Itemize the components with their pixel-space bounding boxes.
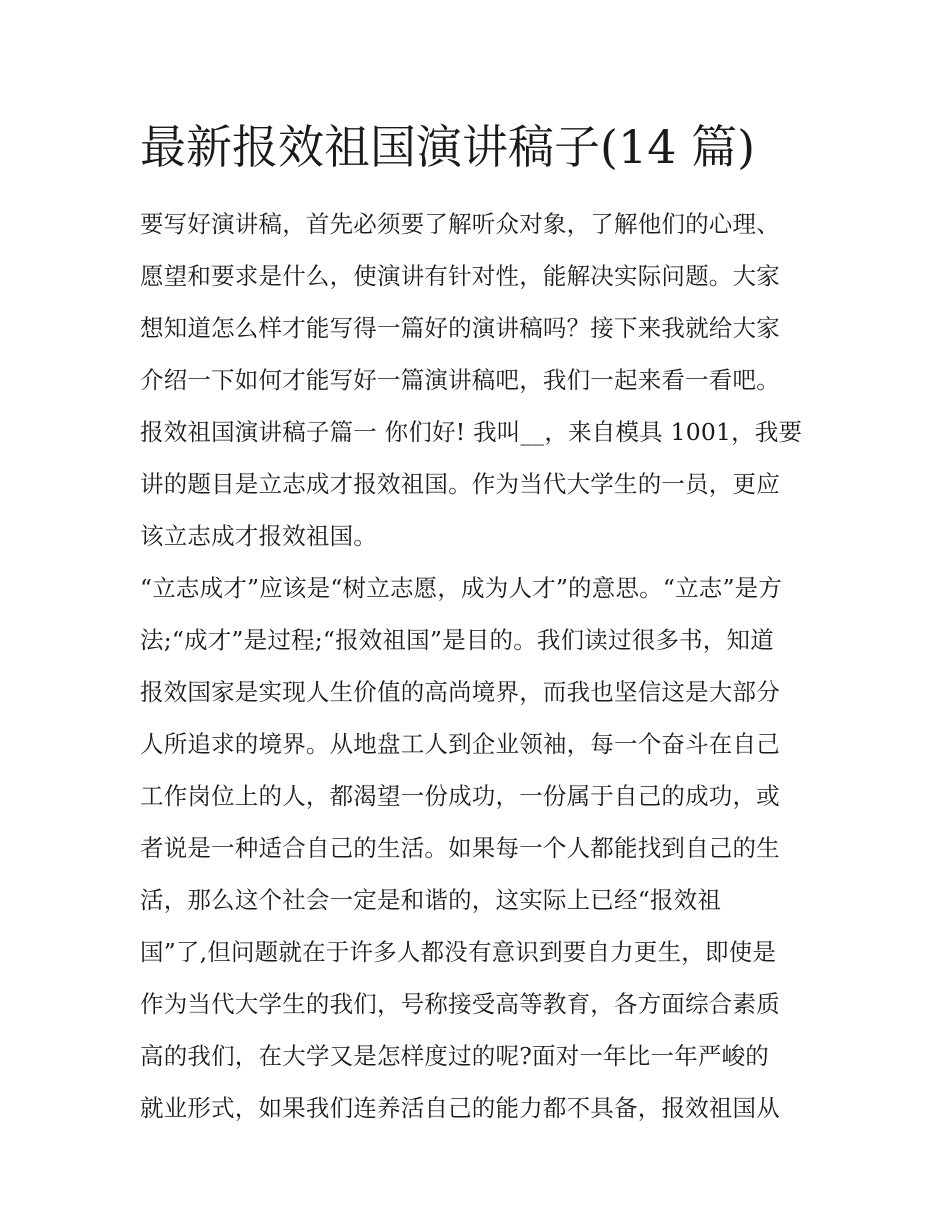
text-line: 想知道怎么样才能写得一篇好的演讲稿吗？接下来我就给大家 (140, 314, 780, 342)
text-line: 该立志成才报效祖国。 (140, 522, 377, 550)
text-line: 报效祖国演讲稿子篇一 你们好! 我叫__，来自模具 1001，我要 (140, 418, 803, 446)
text-line: 人所追求的境界。从地盘工人到企业领袖，每一个奋斗在自己 (140, 730, 780, 758)
text-line: 活，那么这个社会一定是和谐的，这实际上已经“报效祖 (140, 886, 722, 914)
text-line: 报效国家是实现人生价值的高尚境界，而我也坚信这是大部分 (140, 678, 780, 706)
text-line: 国”了,但问题就在于许多人都没有意识到要自力更生，即使是 (140, 938, 777, 966)
text-line: 就业形式，如果我们连养活自己的能力都不具备，报效祖国从 (140, 1094, 780, 1122)
text-line: 愿望和要求是什么，使演讲有针对性，能解决实际问题。大家 (140, 262, 780, 290)
text-line: 介绍一下如何才能写好一篇演讲稿吧，我们一起来看一看吧。 (140, 366, 780, 394)
text-line: 者说是一种适合自己的生活。如果每一个人都能找到自己的生 (140, 834, 780, 862)
text-line: 法;“成才”是过程;“报效祖国”是目的。我们读过很多书，知道 (140, 626, 774, 654)
text-line: 工作岗位上的人，都渴望一份成功，一份属于自己的成功，或 (140, 782, 780, 810)
text-line: 作为当代大学生的我们，号称接受高等教育，各方面综合素质 (140, 990, 780, 1018)
text-line: “立志成才”应该是“树立志愿，成为人才”的意思。“立志”是方 (140, 574, 783, 602)
text-line: 讲的题目是立志成才报效祖国。作为当代大学生的一员，更应 (140, 470, 780, 498)
text-line: 高的我们，在大学又是怎样度过的呢?面对一年比一年严峻的 (140, 1042, 769, 1070)
document-body (140, 198, 830, 1134)
text-line: 要写好演讲稿，首先必须要了解听众对象，了解他们的心理、 (140, 210, 780, 238)
document-title: 最新报效祖国演讲稿子(14 篇) (140, 120, 756, 174)
